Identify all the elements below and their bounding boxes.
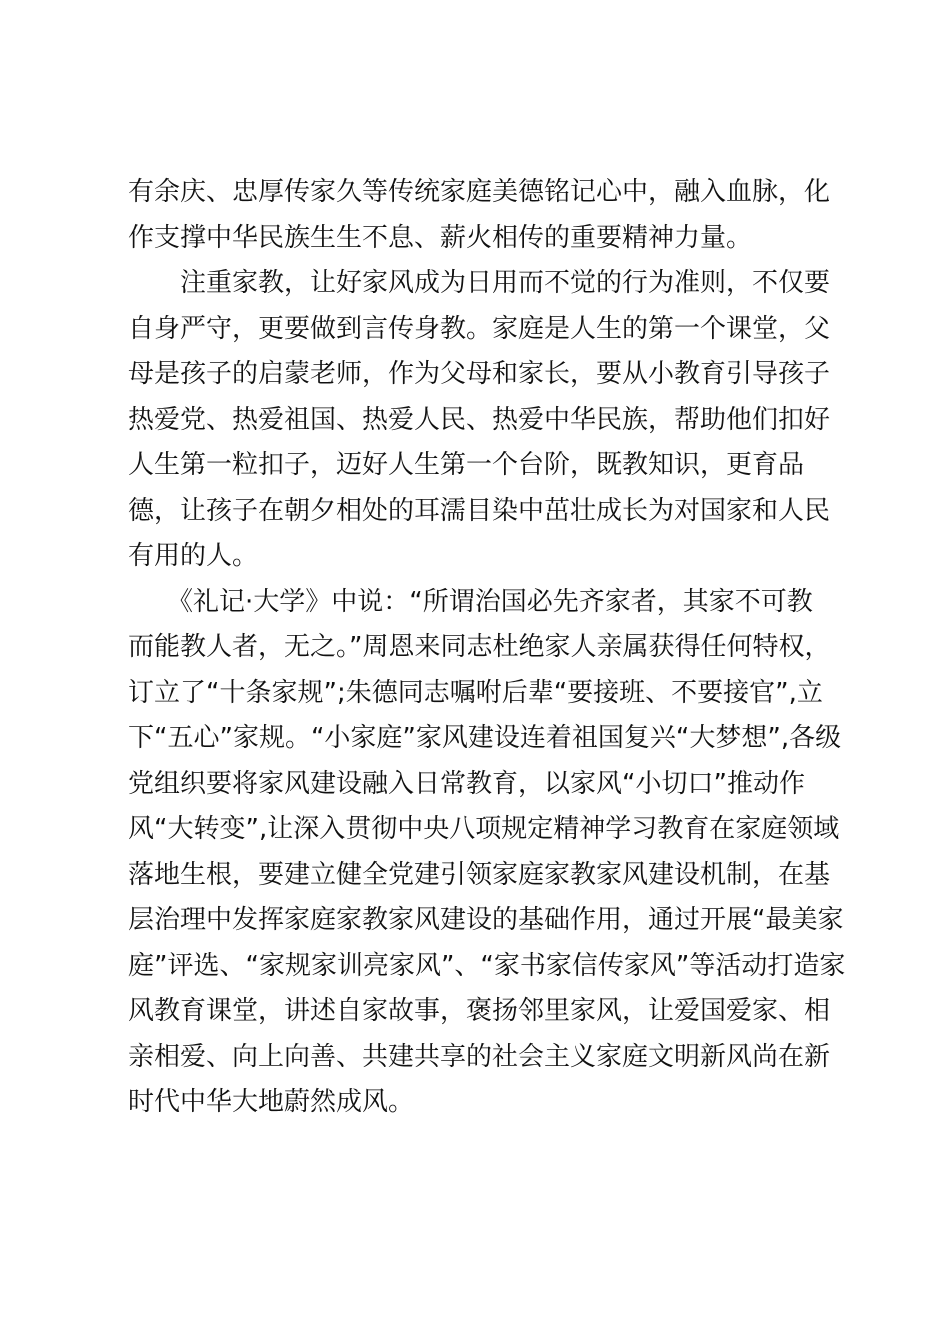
paragraph-2: [128, 261, 831, 580]
text-line: 亲相爱、向上向善、共建共享的社会主义家庭文明新风尚在新: [128, 1041, 831, 1072]
text-line: 自身严守，更要做到言传身教。家庭是人生的第一个课堂，父: [128, 313, 831, 344]
text-line: 《礼记·大学》中说：“所谓治国必先齐家者，其家不可教: [128, 586, 813, 617]
text-line: 党组织要将家风建设融入日常教育，以家风“小切口”推动作: [128, 768, 805, 799]
text-line: 时代中华大地蔚然成风。: [128, 1087, 415, 1117]
text-line: 落地生根，要建立健全党建引领家庭家教家风建设机制，在基: [128, 859, 831, 890]
text-line: 下“五心”家规。“小家庭”家风建设连着祖国复兴“大梦想”,各级: [128, 723, 842, 753]
text-line: 母是孩子的启蒙老师，作为父母和家长，要从小教育引导孩子: [128, 359, 831, 389]
paragraph-3: [128, 580, 846, 1126]
text-line: 层治理中发挥家庭家教家风建设的基础作用，通过开展“最美家: [128, 905, 844, 935]
text-line: 庭”评选、“家规家训亮家风”、“家书家信传家风”等活动打造家: [128, 950, 846, 981]
text-line: 注重家教，让好家风成为日用而不觉的行为准则，不仅要: [128, 268, 831, 298]
text-line: 有余庆、忠厚传家久等传统家庭美德铭记心中，融入血脉，化: [128, 177, 831, 207]
text-line: 德，让孩子在朝夕相处的耳濡目染中茁壮成长为对国家和人民: [128, 495, 831, 526]
text-line: 作支撑中华民族生生不息、薪火相传的重要精神力量。: [128, 222, 753, 253]
text-line: 有用的人。: [128, 541, 259, 571]
text-line: 热爱党、热爱祖国、热爱人民、热爱中华民族，帮助他们扣好: [128, 404, 831, 435]
text-line: 订立了“十条家规”;朱德同志嘱咐后辈“要接班、不要接官”,立: [128, 677, 823, 708]
text-line: 而能教人者，无之。”周恩来同志杜绝家人亲属获得任何特权，: [128, 632, 831, 662]
text-line: 风教育课堂，讲述自家故事，褒扬邻里家风，让爱国爱家、相: [128, 996, 831, 1026]
text-line: 人生第一粒扣子，迈好人生第一个台阶，既教知识，更育品: [128, 450, 805, 480]
paragraph-1: [128, 170, 831, 261]
document-body: [128, 170, 846, 1126]
text-line: 风“大转变”,让深入贯彻中央八项规定精神学习教育在家庭领域: [128, 814, 840, 844]
